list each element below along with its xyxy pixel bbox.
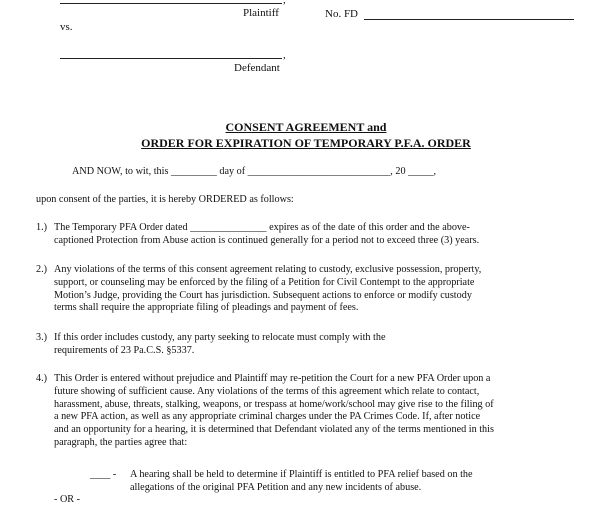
item-4-line: harassment, abuse, threats, stalking, weapons, or trespass at home/work/school may give rise to the filing of [54, 398, 494, 410]
option-line: A hearing shall be held to determine if Plaintiff is entitled to PFA relief based on the [130, 469, 473, 480]
item-1-line: captioned Protection from Abuse action is continued generally for a period not to exceed three (3) years. [54, 234, 480, 246]
case-number-line[interactable] [364, 19, 574, 20]
item-3-label: 3.) [36, 332, 48, 343]
item-2-label: 2.) [36, 264, 48, 275]
item-4-line: paragraph, the parties agree that: [54, 436, 188, 448]
or-separator: - OR - [54, 494, 81, 505]
plaintiff-label: Plaintiff [243, 7, 279, 19]
case-number-label: No. FD [325, 8, 359, 20]
item-2-line: terms shall require the appropriate filing of pleadings and payment of fees. [54, 302, 359, 314]
item-4-text [54, 373, 494, 450]
item-3-line: requirements of 23 Pa.C.S. §5337. [54, 344, 195, 356]
defendant-label: Defendant [234, 62, 280, 74]
item-4-line: a new PFA action, as well as any appropriate criminal charges under the PA Crimes Code. If, after notice [54, 411, 481, 423]
option-text [130, 469, 473, 495]
defendant-comma: , [283, 49, 286, 61]
item-2-line: Any violations of the terms of this consent agreement relating to custody, exclusive possession, property, [54, 264, 482, 275]
item-2-line: support, or counseling may be enforced by the filing of a Petition for Civil Contempt to the appropriate [54, 276, 475, 288]
option-line: allegations of the original PFA Petition and any new incidents of abuse. [130, 481, 422, 493]
consent-line: upon consent of the parties, it is hereby ORDERED as follows: [36, 194, 294, 205]
option-checkbox-blank[interactable]: ____ - [90, 469, 117, 480]
item-1-line: The Temporary PFA Order dated _______________ expires as of the date of this order and the above- [54, 222, 470, 233]
versus-label: vs. [60, 21, 73, 33]
plaintiff-name-line[interactable] [60, 3, 282, 4]
defendant-name-line[interactable] [60, 58, 282, 59]
item-2-text [54, 264, 481, 315]
item-4-line: and an opportunity for a hearing, it is determined that Defendant violated any of the terms mentioned in this [54, 424, 494, 436]
and-now-line: AND NOW, to wit, this _________ day of ____________________________, 20 _____, [72, 166, 437, 177]
item-3-line: If this order includes custody, any party seeking to relocate must comply with the [54, 332, 386, 343]
item-4-label: 4.) [36, 373, 48, 384]
plaintiff-comma: , [283, 0, 286, 6]
item-3-text [54, 332, 385, 358]
item-4-line: future showing of sufficient cause. Any violations of the terms of this agreement which relate to contact, [54, 385, 480, 397]
item-1-label: 1.) [36, 222, 48, 233]
document-title-line1: CONSENT AGREEMENT and [225, 120, 387, 134]
document-title-line2: ORDER FOR EXPIRATION OF TEMPORARY P.F.A. ORDER [141, 136, 471, 150]
item-2-line: Motion’s Judge, providing the Court has jurisdiction. Subsequent actions to enforce or modify custody [54, 289, 472, 301]
item-1-text [54, 222, 479, 248]
item-4-line: This Order is entered without prejudice and Plaintiff may re-petition the Court for a new PFA Order upon a [54, 373, 491, 384]
